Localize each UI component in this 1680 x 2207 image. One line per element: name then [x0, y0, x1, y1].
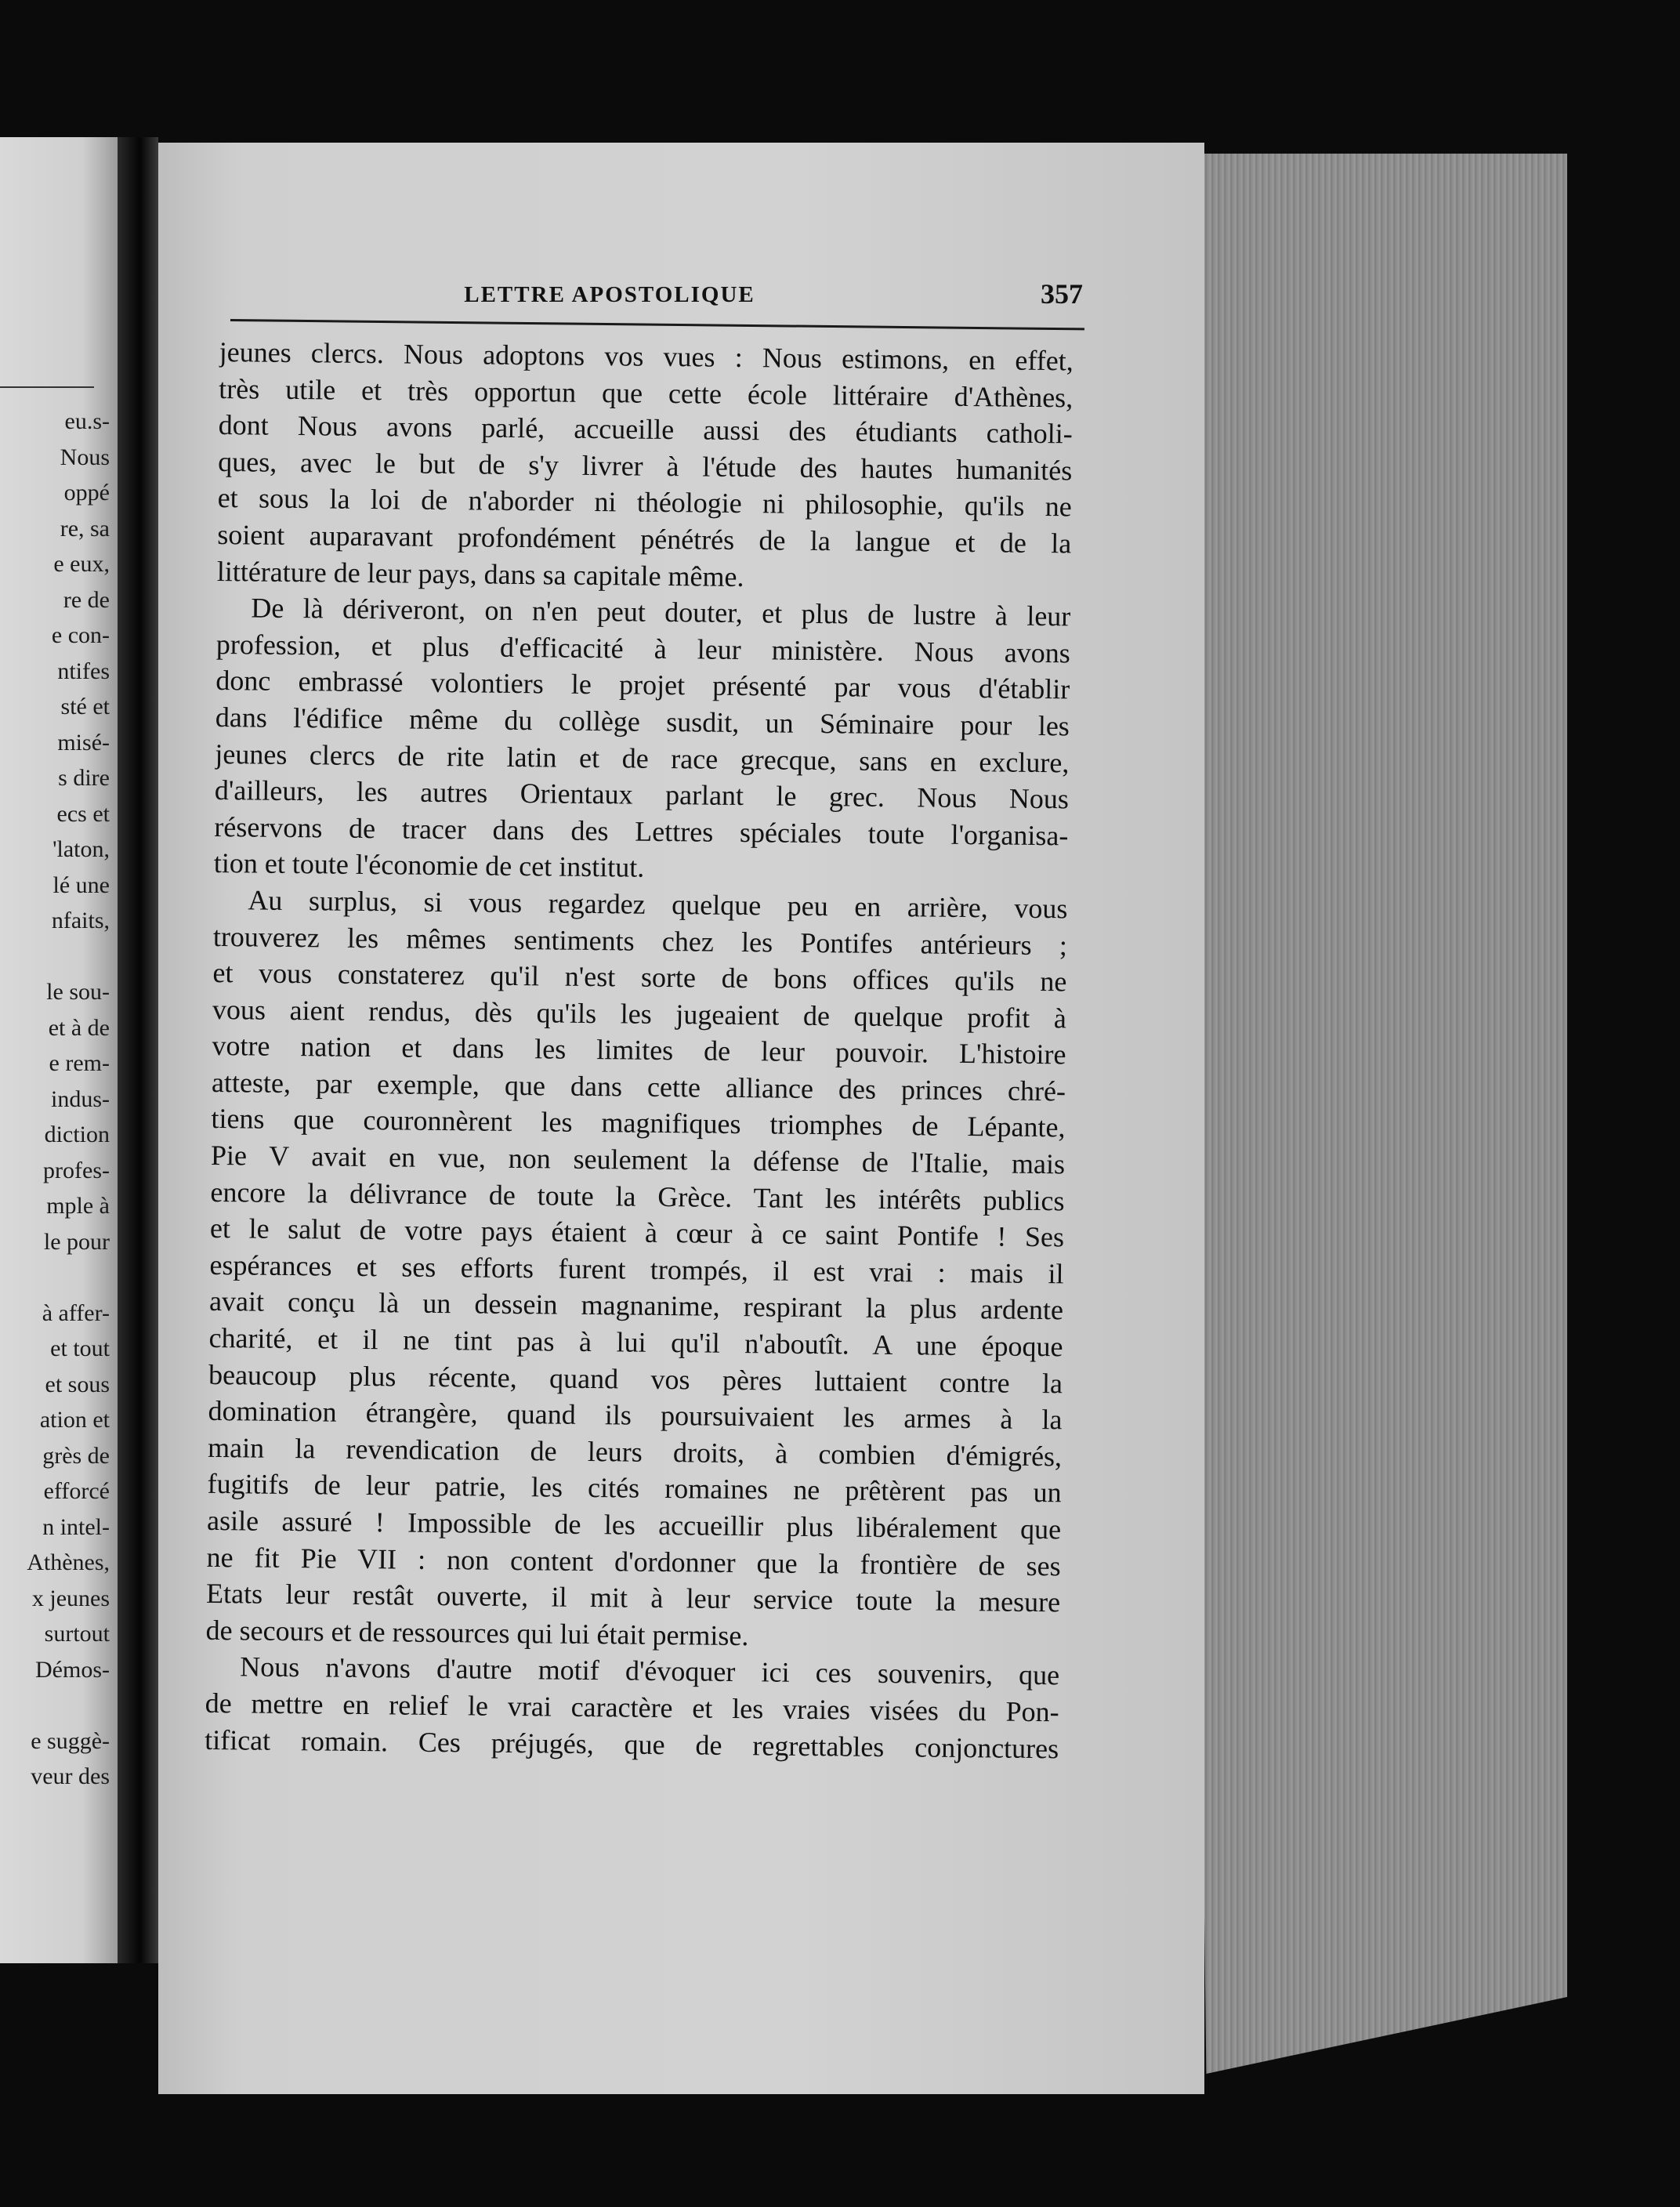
- text-line: main la revendication de leurs droits, à combien d'émigrés,: [207, 1431, 1063, 1473]
- text-line: d'ailleurs, les autres Orientaux parlant le grec. Nous Nous: [214, 774, 1070, 815]
- left-page-line: s dire: [58, 765, 110, 791]
- left-page-line: [0, 1259, 118, 1296]
- left-page-line: [0, 1687, 118, 1723]
- text-line: charité, et il ne tint pas à lui qu'il n'aboutît. A une époque: [208, 1321, 1063, 1363]
- left-page-line: indus-: [51, 1085, 110, 1112]
- left-page-line: nfaits,: [51, 908, 110, 933]
- text-line: vous aient rendus, dès qu'ils les jugeaient de quelque profit à: [212, 993, 1067, 1035]
- text-line: encore la délivrance de toute la Grèce. Tant les intérêts publics: [210, 1176, 1065, 1217]
- paragraph: [214, 589, 1071, 890]
- text-line: soient auparavant profondément pénétrés de la langue et de la: [217, 518, 1072, 560]
- paragraph: [205, 882, 1067, 1658]
- text-line: réservons de tracer dans des Lettres spéciales toute l'organisa-: [214, 810, 1069, 852]
- left-page-line: grès de: [42, 1442, 110, 1469]
- left-page-line: efforcé: [43, 1478, 110, 1504]
- left-page-line: Nous: [60, 444, 110, 470]
- text-line: votre nation et dans les limites de leur pouvoir. L'histoire: [212, 1030, 1066, 1071]
- left-page-text: [0, 404, 118, 1795]
- paragraph: [205, 1648, 1059, 1767]
- left-page-line: mple à: [46, 1193, 110, 1219]
- text-line: donc embrassé volontiers le projet présenté par vous d'établir: [215, 665, 1070, 705]
- left-page-line: re, sa: [60, 515, 110, 542]
- text-line: asile assuré ! Impossible de les accueillir plus libéralement que: [206, 1504, 1062, 1546]
- left-page-line: sté et: [60, 694, 110, 719]
- page-header: [230, 278, 1083, 321]
- book-fore-edge: [1183, 154, 1567, 2074]
- left-page-line: surtout: [44, 1621, 110, 1647]
- text-line: de mettre en relief le vrai caractère et les vraies visées du Pon-: [205, 1687, 1059, 1728]
- text-line: beaucoup plus récente, quand vos pères luttaient contre la: [208, 1358, 1063, 1399]
- text-line: Au surplus, si vous regardez quelque peu en arrière, vous: [248, 884, 1068, 925]
- text-line: ne fit Pie VII : non content d'ordonner que la frontière de ses: [206, 1541, 1061, 1582]
- left-page-line: n intel-: [42, 1513, 110, 1540]
- text-line: Pie V avait en vue, non seulement la défense de l'Italie, mais: [210, 1140, 1066, 1180]
- text-line: fugitifs de leur patrie, les cités romaines ne prêtèrent pas un: [207, 1468, 1062, 1509]
- left-page-line: eu.s-: [64, 408, 110, 434]
- running-title: LETTRE APOSTOLIQUE: [464, 282, 755, 307]
- left-page-line: et sous: [45, 1371, 110, 1397]
- left-page-line: ation et: [39, 1407, 110, 1433]
- left-page-line: veur des: [31, 1763, 110, 1789]
- left-page-line: et à de: [48, 1014, 110, 1041]
- paragraph: [217, 334, 1074, 599]
- text-line: ques, avec le but de s'y livrer à l'étude des hautes humanités: [218, 445, 1073, 487]
- book-gutter: [118, 137, 158, 1963]
- left-page: [0, 137, 118, 1963]
- left-page-line: le sou-: [46, 979, 110, 1005]
- text-line: avait conçu là un dessein magnanime, respirant la plus ardente: [208, 1285, 1064, 1326]
- left-page-line: le pour: [43, 1228, 110, 1255]
- left-page-line: Athènes,: [27, 1549, 110, 1575]
- left-page-line: [0, 939, 118, 975]
- text-line: atteste, par exemple, que dans cette alliance des princes chré-: [211, 1066, 1066, 1107]
- left-page-rule: [0, 386, 94, 388]
- left-page-line: e rem-: [49, 1050, 110, 1076]
- text-line: tion et toute l'économie de cet institut.: [213, 847, 645, 884]
- text-line: jeunes clercs. Nous adoptons vos vues : Nous estimons, en effet,: [219, 335, 1074, 377]
- text-line: profession, et plus d'efficacité à leur ministère. Nous avons: [215, 628, 1071, 669]
- left-page-line: Démos-: [35, 1656, 110, 1683]
- left-page-line: à affer-: [42, 1299, 110, 1326]
- left-page-line: misé-: [57, 729, 110, 756]
- left-page-line: 'laton,: [52, 836, 110, 862]
- left-page-line: ecs et: [56, 800, 110, 827]
- left-page-line: e con-: [51, 622, 110, 648]
- page-number: 357: [1041, 278, 1083, 310]
- text-line: dont Nous avons parlé, accueille aussi des étudiants catholi-: [218, 409, 1073, 450]
- text-line: tiens que couronnèrent les magnifiques triomphes de Lépante,: [211, 1103, 1066, 1143]
- left-page-line: profes-: [43, 1157, 110, 1183]
- left-page-line: x jeunes: [31, 1585, 110, 1611]
- text-line: de secours et de ressources qui lui était permise.: [205, 1614, 749, 1651]
- left-page-line: oppé: [63, 480, 110, 506]
- text-line: domination étrangère, quand ils poursuivaient les armes à la: [208, 1395, 1063, 1436]
- text-line: et sous la loi de n'aborder ni théologie ni philosophie, qu'ils ne: [217, 482, 1072, 523]
- text-line: littérature de leur pays, dans sa capitale même.: [216, 555, 744, 593]
- left-page-line: et tout: [50, 1335, 110, 1361]
- left-page-line: e suggè-: [31, 1727, 110, 1754]
- text-line: Nous n'avons d'autre motif d'évoquer ici ces souvenirs, que: [239, 1651, 1060, 1691]
- text-line: espérances et ses efforts furent trompés, il est vrai : mais il: [209, 1248, 1064, 1290]
- left-page-line: lé une: [52, 872, 110, 898]
- right-page: [158, 143, 1204, 2094]
- text-line: et le salut de votre pays étaient à cœur à ce saint Pontife ! Ses: [209, 1212, 1065, 1253]
- body-text: [205, 334, 1074, 1767]
- left-page-line: diction: [44, 1122, 110, 1147]
- text-line: dans l'édifice même du collège susdit, un Séminaire pour les: [215, 701, 1070, 742]
- left-page-line: ntifes: [57, 658, 110, 684]
- text-line: trouverez les mêmes sentiments chez les Pontifes antérieurs ;: [212, 920, 1068, 961]
- text-line: tificat romain. Ces préjugés, que de regrettables conjonctures: [205, 1723, 1059, 1764]
- text-line: Etats leur restât ouverte, il mit à leur service toute la mesure: [205, 1578, 1061, 1618]
- text-line: et vous constaterez qu'il n'est sorte de bons offices qu'ils ne: [212, 957, 1067, 998]
- text-line: De là dériveront, on n'en peut douter, et plus de lustre à leur: [251, 592, 1071, 632]
- left-page-line: re de: [63, 586, 110, 613]
- text-line: jeunes clercs de rite latin et de race grecque, sans en exclure,: [215, 737, 1070, 778]
- text-line: très utile et très opportun que cette école littéraire d'Athènes,: [219, 372, 1074, 414]
- left-page-line: e eux,: [53, 551, 110, 577]
